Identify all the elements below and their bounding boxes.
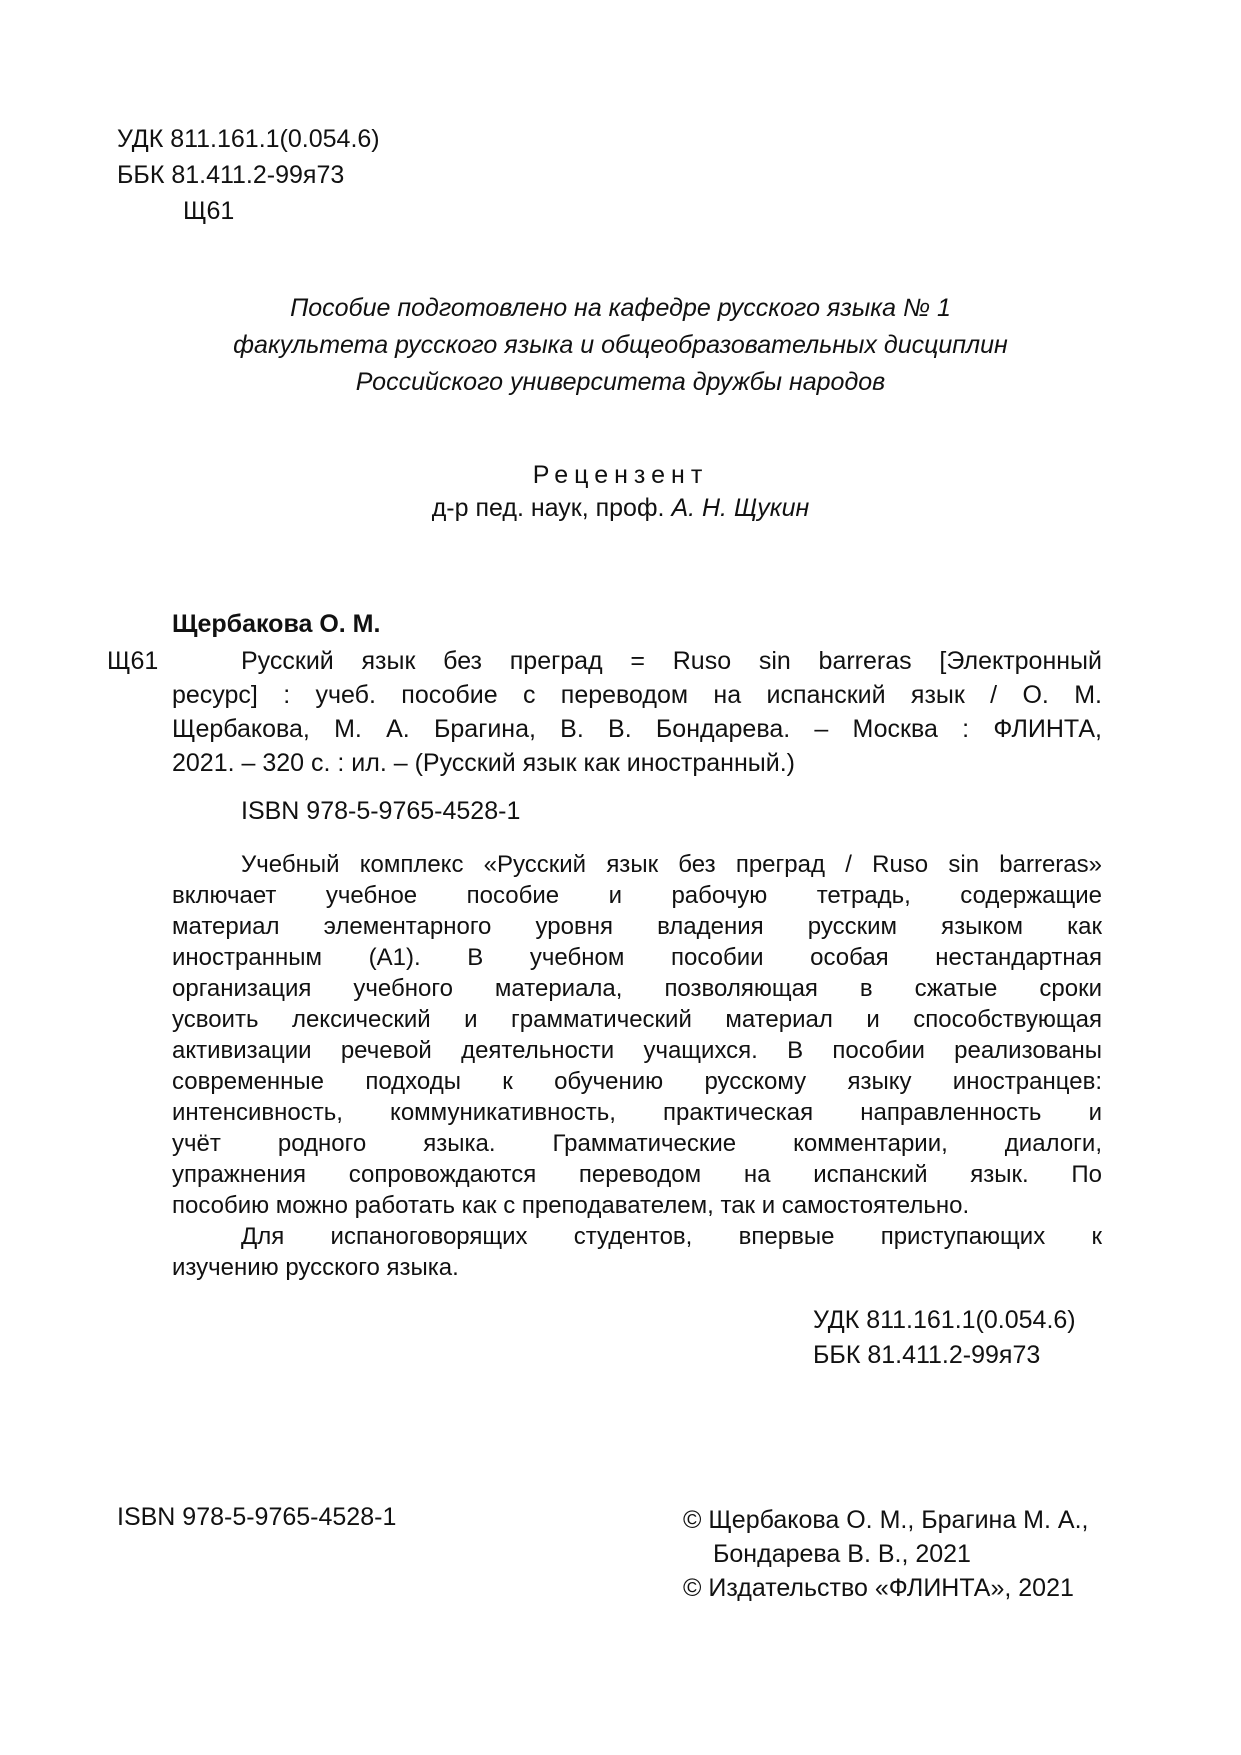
prepared-at-note bbox=[0, 290, 1241, 401]
abstract-line: интенсивность, коммуникативность, практическая направленность и bbox=[172, 1099, 1102, 1126]
udk-code: УДК 811.161.1(0.054.6) bbox=[117, 125, 380, 153]
abstract-line: Учебный комплекс «Русский язык без преград / Ruso sin barreras» bbox=[241, 851, 1102, 878]
footer-isbn: ISBN 978-5-9765-4528-1 bbox=[117, 1503, 397, 1531]
classification-header bbox=[117, 121, 380, 229]
abstract-line: включает учебное пособие и рабочую тетрадь, содержащие bbox=[172, 882, 1102, 909]
abstract-line: учёт родного языка. Грамматические комментарии, диалоги, bbox=[172, 1130, 1102, 1157]
bbk-code: ББК 81.411.2-99я73 bbox=[813, 1341, 1041, 1369]
entry-line: Русский язык без преград = Ruso sin barreras [Электронный bbox=[241, 647, 1102, 675]
entry-author: Щербакова О. М. bbox=[172, 610, 381, 638]
abstract-line: упражнения сопровождаются переводом на испанский язык. По bbox=[172, 1161, 1102, 1188]
abstract-line: материал элементарного уровня владения русским языком как bbox=[172, 913, 1102, 940]
abstract-line: изучению русского языка. bbox=[172, 1254, 459, 1281]
copyright-block bbox=[683, 1503, 1088, 1605]
entry-line: ресурс] : учеб. пособие с переводом на испанский язык / О. М. bbox=[172, 681, 1102, 709]
classification-footer bbox=[813, 1303, 1076, 1373]
reviewer-name: А. Н. Щукин bbox=[671, 494, 810, 522]
copyright-line: © Издательство «ФЛИНТА», 2021 bbox=[683, 1574, 1074, 1602]
abstract-line: иностранным (А1). В учебном пособии особая нестандартная bbox=[172, 944, 1102, 971]
entry-isbn: ISBN 978-5-9765-4528-1 bbox=[241, 797, 521, 825]
abstract-line: пособию можно работать как с преподавателем, так и самостоятельно. bbox=[172, 1192, 970, 1219]
reviewer-title: Рецензент bbox=[532, 461, 709, 489]
prepared-line: факультета русского языка и общеобразовательных дисциплин bbox=[233, 331, 1008, 359]
entry-author-mark: Щ61 bbox=[107, 647, 159, 675]
bbk-code: ББК 81.411.2-99я73 bbox=[117, 161, 345, 189]
abstract-line: активизации речевой деятельности учащихся. В пособии реализованы bbox=[172, 1037, 1102, 1064]
prepared-line: Пособие подготовлено на кафедре русского языка № 1 bbox=[290, 294, 951, 322]
udk-code: УДК 811.161.1(0.054.6) bbox=[813, 1306, 1076, 1334]
prepared-line: Российского университета дружбы народов bbox=[355, 368, 886, 396]
entry-line: Щербакова, М. А. Брагина, В. В. Бондарева. – Москва : ФЛИНТА, bbox=[172, 715, 1102, 743]
entry-line: 2021. – 320 с. : ил. – (Русский язык как иностранный.) bbox=[172, 749, 795, 777]
copyright-line: Бондарева В. В., 2021 bbox=[713, 1540, 971, 1568]
abstract-line: усвоить лексический и грамматический материал и способствующая bbox=[172, 1006, 1102, 1033]
reviewer-degree: д-р пед. наук, проф. bbox=[431, 494, 665, 522]
reviewer-line bbox=[0, 494, 1241, 523]
copyright-line: © Щербакова О. М., Брагина М. А., bbox=[683, 1506, 1089, 1534]
abstract-line: организация учебного материала, позволяющая в сжатые сроки bbox=[172, 975, 1102, 1002]
abstract-line: Для испаноговорящих студентов, впервые приступающих к bbox=[241, 1223, 1102, 1250]
author-mark: Щ61 bbox=[183, 197, 235, 225]
abstract-line: современные подходы к обучению русскому языку иностранцев: bbox=[172, 1068, 1102, 1095]
